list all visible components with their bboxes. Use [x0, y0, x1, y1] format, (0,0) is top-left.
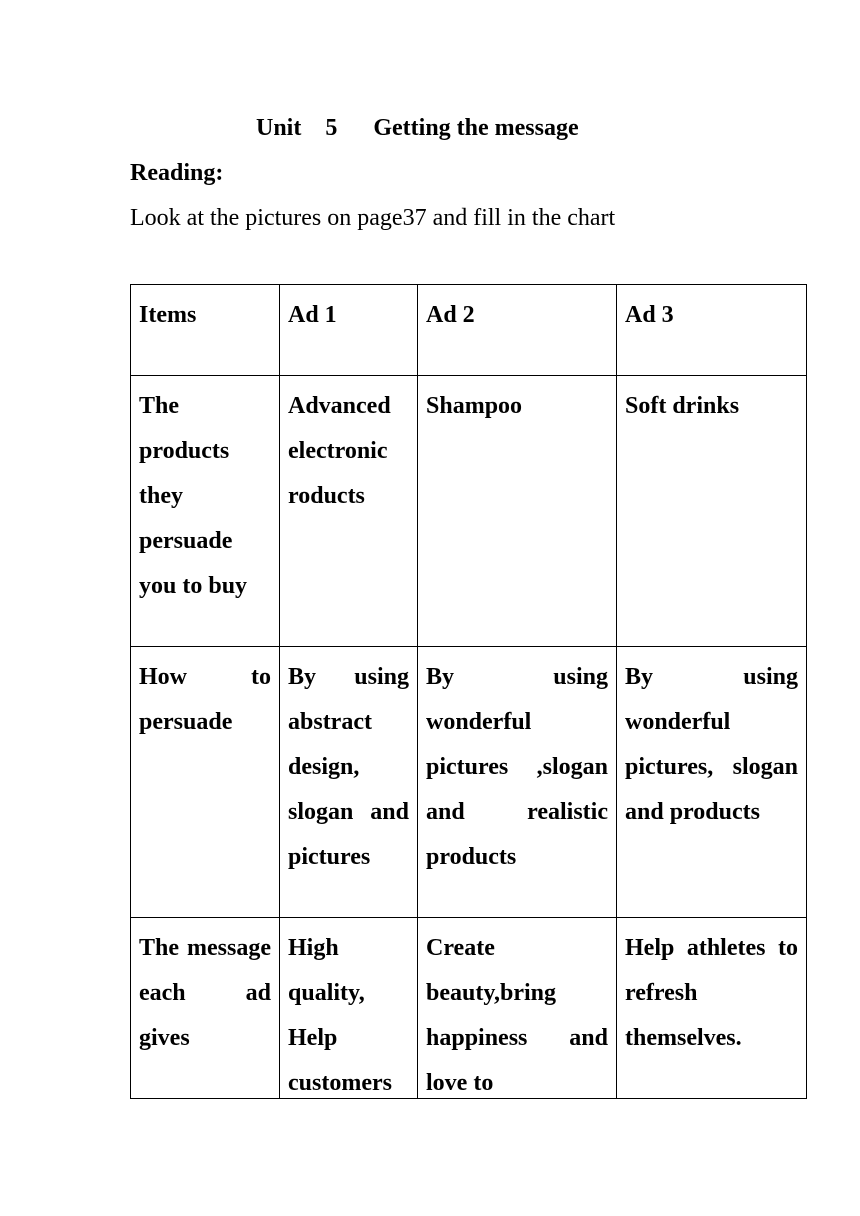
cell-text: Help athletes to refresh themselves. [625, 935, 798, 1051]
ad1-cell: By using abstract design, slogan and pictures [280, 647, 418, 918]
cell-text: High quality, Help customers [288, 935, 392, 1096]
header-cell-ad1: Ad 1 [280, 285, 418, 376]
section-heading: Reading: [130, 160, 224, 186]
ad1-cell [280, 918, 418, 1099]
ad-chart-table [130, 284, 807, 1099]
page-title: Unit 5 Getting the message [256, 115, 579, 141]
header-cell-ad3: Ad 3 [617, 285, 807, 376]
row-label-cell: The products they persuade you to buy [131, 376, 280, 647]
ad1-cell: Advanced electronic roducts [280, 376, 418, 647]
ad2-cell: By using wonderful pictures ,slogan and realistic products [418, 647, 617, 918]
ad2-cell [418, 918, 617, 1099]
ad3-cell [617, 918, 807, 1099]
header-cell-ad2: Ad 2 [418, 285, 617, 376]
cell-text: Create beauty,bring happiness and love to [426, 935, 608, 1096]
table-header-row [131, 285, 807, 376]
instruction-text: Look at the pictures on page37 and fill in the chart [130, 205, 616, 231]
ad3-cell: By using wonderful pictures, slogan and products [617, 647, 807, 918]
table-row [131, 918, 807, 1099]
table-row [131, 376, 807, 647]
header-cell-items: Items [131, 285, 280, 376]
row-label-cell: How to persuade [131, 647, 280, 918]
row-label-cell [131, 918, 280, 1099]
cell-text: The message each ad gives [139, 935, 271, 1051]
ad2-cell: Shampoo [418, 376, 617, 647]
table-row [131, 647, 807, 918]
ad3-cell: Soft drinks [617, 376, 807, 647]
